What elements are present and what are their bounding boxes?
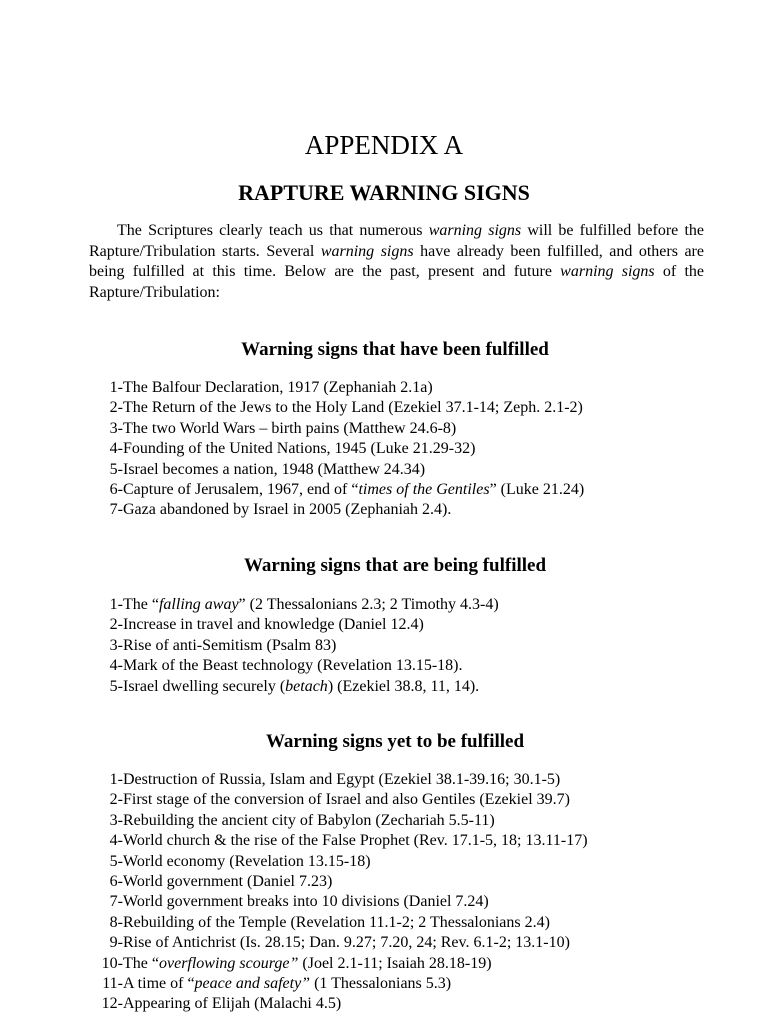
appendix-title: APPENDIX A bbox=[304, 130, 464, 160]
intro-text-4: of the Rapture/Tribulation: bbox=[89, 263, 705, 301]
list-item: 2-Increase in travel and knowledge (Daniel 12.4) bbox=[109, 616, 424, 634]
list-item: 10-The “overflowing scourge” (Joel 2.1-11; Isaiah 28.18-19) bbox=[101, 954, 492, 972]
intro-text-1: The Scriptures clearly teach us that numerous bbox=[117, 222, 429, 239]
list-yet-to-be-fulfilled bbox=[0, 770, 768, 1015]
list-item: 7-World government breaks into 10 divisions (Daniel 7.24) bbox=[109, 893, 489, 911]
list-item: 12-Appearing of Elijah (Malachi 4.5) bbox=[101, 995, 342, 1013]
list-item: 6-Capture of Jerusalem, 1967, end of “times of the Gentiles” (Luke 21.24) bbox=[109, 480, 585, 498]
list-item: 3-Rebuilding the ancient city of Babylon (Zechariah 5.5-11) bbox=[109, 811, 495, 829]
list-item: 1-The Balfour Declaration, 1917 (Zephaniah 2.1a) bbox=[109, 379, 433, 396]
list-item: 6-World government (Daniel 7.23) bbox=[109, 872, 333, 890]
list-item: 2-First stage of the conversion of Israel and also Gentiles (Ezekiel 39.7) bbox=[109, 791, 570, 809]
section-heading-yet-to-be-fulfilled: Warning signs yet to be fulfilled bbox=[265, 731, 525, 752]
appendix-subtitle: RAPTURE WARNING SIGNS bbox=[238, 180, 530, 205]
intro-text-2: will be fulfilled before the Rapture/Tribulation starts. Several bbox=[89, 222, 705, 260]
list-item: 8-Rebuilding of the Temple (Revelation 11.1-2; 2 Thessalonians 2.4) bbox=[109, 913, 550, 931]
list-item: 5-World economy (Revelation 13.15-18) bbox=[109, 852, 371, 870]
list-item: 3-Rise of anti-Semitism (Psalm 83) bbox=[109, 636, 337, 654]
list-being-fulfilled bbox=[0, 595, 768, 697]
list-item: 5-Israel dwelling securely (betach) (Ezekiel 38.8, 11, 14). bbox=[109, 677, 480, 695]
list-item: 9-Rise of Antichrist (Is. 28.15; Dan. 9.27; 7.20, 24; Rev. 6.1-2; 13.1-10) bbox=[109, 934, 570, 952]
section-heading-fulfilled: Warning signs that have been fulfilled bbox=[241, 339, 549, 360]
intro-emphasis-2: warning signs bbox=[320, 242, 414, 260]
intro-emphasis-1: warning signs bbox=[428, 222, 522, 239]
list-item: 3-The two World Wars – birth pains (Matthew 24.6-8) bbox=[109, 419, 457, 437]
list-item: 1-The “falling away” (2 Thessalonians 2.3; 2 Timothy 4.3-4) bbox=[109, 596, 499, 613]
list-item: 7-Gaza abandoned by Israel in 2005 (Zephaniah 2.4). bbox=[109, 501, 452, 519]
intro-paragraph bbox=[89, 221, 704, 303]
intro-text-3: have already been fulfilled, and others are being fulfilled at this time. Below are the past, present and future bbox=[89, 242, 704, 280]
list-item: 5-Israel becomes a nation, 1948 (Matthew 24.34) bbox=[109, 460, 426, 478]
list-item: 4-Mark of the Beast technology (Revelation 13.15-18). bbox=[109, 657, 463, 675]
list-item: 1-Destruction of Russia, Islam and Egypt (Ezekiel 38.1-39.16; 30.1-5) bbox=[109, 771, 561, 788]
list-item: 4-Founding of the United Nations, 1945 (Luke 21.29-32) bbox=[109, 440, 476, 458]
list-item: 2-The Return of the Jews to the Holy Land (Ezekiel 37.1-14; Zeph. 2.1-2) bbox=[109, 399, 583, 417]
list-fulfilled bbox=[0, 378, 768, 521]
list-item: 4-World church & the rise of the False Prophet (Rev. 17.1-5, 18; 13.11-17) bbox=[109, 832, 588, 850]
list-item: 11-A time of “peace and safety” (1 Thessalonians 5.3) bbox=[102, 974, 452, 992]
section-heading-being-fulfilled: Warning signs that are being fulfilled bbox=[243, 555, 547, 576]
intro-emphasis-3: warning signs bbox=[560, 263, 655, 280]
